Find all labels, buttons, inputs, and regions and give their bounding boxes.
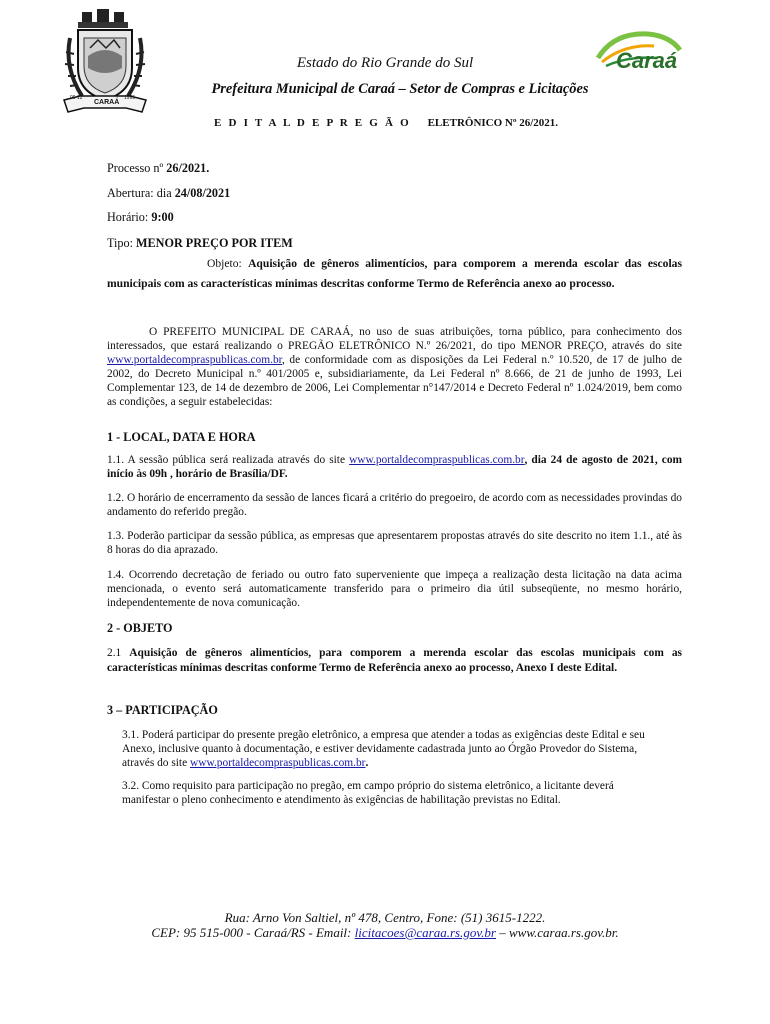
item-1-1-bold: , dia 24 de agosto de 2021, com início às 09h , horário de Brasília/DF. (107, 454, 682, 480)
processo-line (107, 161, 209, 176)
item-2-1-text: Aquisição de gêneros alimentícios, para comporem a merenda escolar das escolas municipais com as características mínimas descritas conforme Termo de Referência anexo ao processo, Anexo I deste Edital. (107, 647, 682, 674)
portal-link-1-1[interactable]: www.portaldecompraspublicas.com.br (349, 454, 525, 466)
footer-cep: CEP: 95 515-000 - Caraá/RS - Email: (151, 925, 355, 940)
footer-contact (70, 925, 700, 941)
tipo-line (107, 236, 293, 251)
item-1-3: 1.3. Poderão participar da sessão pública, as empresas que apresentarem propostas através do site descrito no item 1.1., até às 8 horas do dia aprazado. (107, 530, 682, 556)
tipo-value: MENOR PREÇO POR ITEM (136, 236, 293, 250)
horario-value: 9:00 (151, 210, 174, 224)
portal-link-intro[interactable]: www.portaldecompraspublicas.com.br (107, 354, 282, 366)
item-1-1 (107, 453, 682, 481)
processo-label: Processo nº (107, 161, 167, 175)
header-state: Estado do Rio Grande do Sul (296, 55, 474, 71)
section-2-heading (107, 621, 172, 636)
processo-value: 26/2021. (166, 161, 210, 175)
intro-text-1: O PREFEITO MUNICIPAL DE CARAÁ, no uso de suas atribuições, torna público, para conhecimento dos interessados, que estará realizando o PREGÃO ELETRÔNICO N.º 26/2021, do tipo MENOR PREÇO, através do site (107, 326, 682, 352)
municipal-crest (60, 8, 158, 118)
horario-line (107, 210, 174, 225)
logo-text: Caraá (616, 48, 678, 73)
abertura-label: Abertura: dia (107, 186, 175, 200)
objeto-value: Aquisição de gêneros alimentícios, para comporem a merenda escolar das escolas municipais com as características mínimas descritas conforme Termo de Referência anexo ao processo. (107, 257, 682, 290)
section-3-heading-text: 3 – PARTICIPAÇÃO (107, 703, 218, 717)
item-1-4: 1.4. Ocorrendo decretação de feriado ou outro fato superveniente que impeça a realização desta licitação na data acima mencionada, o evento será automaticamente transferido para o primeiro dia útil subseqüente, no mesmo horário, independentemente de nova comunicação. (107, 569, 682, 609)
section-1-heading-text: 1 - LOCAL, DATA E HORA (107, 430, 256, 444)
item-3-1-end: . (365, 757, 369, 769)
crest-banner-text: CARAÁ (94, 99, 120, 106)
header-org (120, 81, 680, 98)
section-1-heading (107, 430, 256, 445)
item-3-2: 3.2. Como requisito para participação no pregão, em campo próprio do sistema eletrônico, a licitante deverá manifestar o pleno conhecimento e atendimento às exigências de habilitação previstas no Edital. (122, 780, 614, 806)
header-org-text: Prefeitura Municipal de Caraá – Setor de Compras e Licitações (211, 81, 589, 97)
tipo-label: Tipo: (107, 236, 137, 250)
crest-year-right: 1995 (124, 95, 136, 101)
abertura-line (107, 186, 230, 201)
horario-label: Horário: (107, 210, 152, 224)
item-2-1 (107, 646, 682, 676)
edital-title (214, 117, 614, 129)
abertura-value: 24/08/2021 (174, 186, 231, 200)
item-1-1-text: 1.1. A sessão pública será realizada através do site (107, 454, 350, 466)
edital-rest: ELETRÔNICO Nº 26/2021. (427, 117, 559, 129)
footer-email-link[interactable]: licitacoes@caraa.rs.gov.br (354, 925, 496, 940)
intro-paragraph (107, 325, 682, 409)
intro-text-2: , de conformidade com as disposições da Lei Federal n.º 10.520, de 17 de julho de 2002, do Decreto Municipal n.º 401/2005 e, subsidiariamente, da Lei Federal nº 8.666, de 21 de junho de 1993, Lei Complementar 123, de 14 de dezembro de 2006, Lei Complementar n°147/2014 e Decreto Federal nº 1.024/2019, bem como as condições, a seguir estabelecidas: (107, 354, 682, 408)
edital-spaced: E D I T A L D E P R E G Ã O (214, 117, 411, 129)
item-2-1-num: 2.1 (107, 647, 130, 659)
portal-link-3-1[interactable]: www.portaldecompraspublicas.com.br (190, 757, 366, 769)
item-3-1-text: 3.1. Poderá participar do presente pregão eletrônico, a empresa que atender a todas as exigências deste Edital e seu Anexo, inclusive quanto à documentação, e estiver devidamente cadastrada junto ao Órgão Provedor do Sistema, através do site (122, 729, 645, 769)
objeto-paragraph (107, 254, 682, 293)
objeto-label: Objeto: (207, 257, 249, 270)
footer-website: – www.caraa.rs.gov.br. (495, 925, 619, 940)
item-3-1 (122, 728, 670, 770)
footer-address: Rua: Arno Von Saltiel, nº 478, Centro, Fone: (51) 3615-1222. (224, 910, 546, 925)
section-2-heading-text: 2 - OBJETO (107, 621, 173, 635)
section-3-heading (107, 703, 218, 718)
item-1-2: 1.2. O horário de encerramento da sessão de lances ficará a critério do pregoeiro, de acordo com as necessidades provindas do andamento do referido pregão. (107, 492, 682, 518)
crest-year-left: 06 12 (70, 95, 83, 101)
